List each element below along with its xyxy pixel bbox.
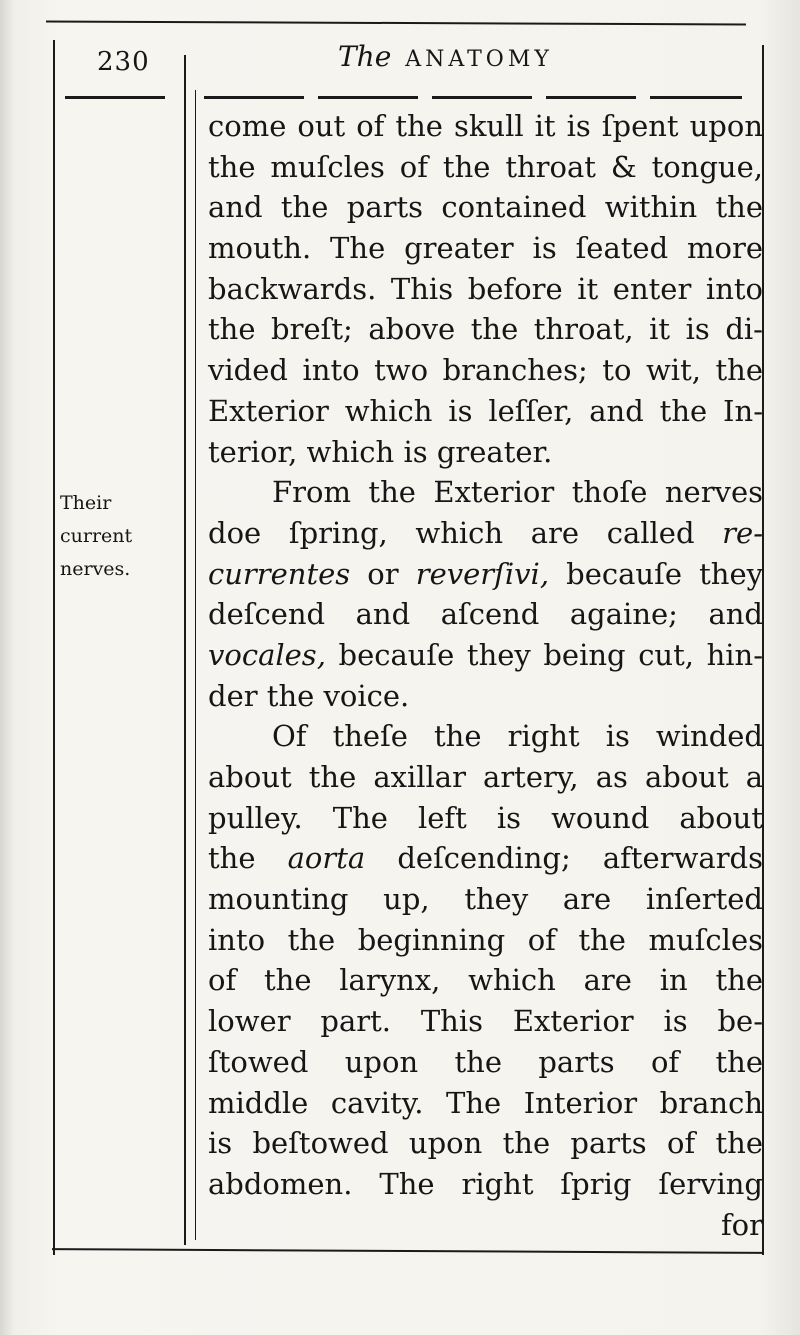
left-border-rule	[53, 40, 55, 1255]
text-line	[208, 554, 763, 595]
text-line	[208, 676, 763, 717]
header-ornament-dash	[546, 96, 636, 99]
text-line	[208, 798, 763, 839]
header-ornament-dash	[204, 96, 304, 99]
text-line	[208, 1001, 763, 1042]
text-line	[208, 838, 763, 879]
text-segment: about the axillar artery, as about a	[208, 760, 763, 794]
italic-term: currentes	[208, 556, 351, 591]
text-segment: der the voice.	[208, 678, 410, 713]
running-title	[338, 40, 553, 73]
running-title-main: ANATOMY	[405, 47, 553, 72]
text-segment: Of theſe the right is winded	[272, 719, 763, 754]
text-segment: terior, which is greater.	[208, 434, 553, 469]
margin-note	[60, 487, 170, 586]
text-line	[208, 757, 763, 798]
body-text	[208, 106, 763, 1245]
text-line	[208, 187, 763, 228]
text-segment: deſcending; afterwards	[365, 841, 763, 876]
margin-note-line: Their	[60, 492, 112, 514]
text-segment: of the larynx, which are in the	[208, 963, 763, 998]
text-segment: abdomen. The right ſprig ſerving	[208, 1166, 763, 1201]
text-left-rule	[195, 90, 196, 1240]
text-line	[208, 879, 763, 920]
header-ornament-dash	[650, 96, 742, 99]
top-border-rule	[46, 20, 746, 25]
text-segment: middle cavity. The Interior branch	[208, 1085, 763, 1120]
page-number: 230	[97, 47, 150, 77]
text-segment: or	[350, 556, 416, 591]
text-segment: the breſt; above the throat, it is di-	[208, 312, 763, 347]
text-line	[208, 960, 763, 1001]
text-line	[208, 350, 763, 391]
italic-term: reverſivi,	[415, 556, 550, 591]
text-line	[208, 1205, 763, 1246]
text-segment: backwards. This before it enter into	[208, 271, 763, 306]
text-segment: becauſe they being cut, hin-	[325, 637, 763, 672]
text-line	[208, 594, 763, 635]
text-line	[208, 228, 763, 269]
text-line	[208, 106, 763, 147]
margin-note-line: nerves.	[60, 558, 131, 580]
text-line	[208, 147, 763, 188]
text-line	[208, 1083, 763, 1124]
margin-note-line: current	[60, 525, 133, 547]
text-line	[208, 472, 763, 513]
text-line	[208, 309, 763, 350]
header-ornament-dash	[432, 96, 532, 99]
text-segment: lower part. This Exterior is be-	[208, 1004, 763, 1039]
text-segment: for	[720, 1207, 763, 1242]
header-ornament-dash	[318, 96, 418, 99]
text-line	[208, 1042, 763, 1083]
text-line	[208, 635, 763, 676]
text-segment: the muſcles of the throat & tongue,	[208, 149, 763, 184]
text-line	[208, 513, 763, 554]
margin-gutter-rule	[184, 55, 186, 1245]
italic-term: re-	[722, 515, 763, 550]
text-line	[208, 716, 763, 757]
running-head	[0, 40, 800, 90]
text-line	[208, 391, 763, 432]
bottom-border-rule	[52, 1248, 764, 1254]
italic-term: vocales,	[208, 637, 326, 672]
running-title-prefix: The	[338, 40, 392, 73]
text-line	[208, 432, 763, 473]
text-segment: pulley. The left is wound about	[208, 800, 763, 835]
text-segment: and the parts contained within the	[208, 190, 763, 225]
text-line	[208, 1164, 763, 1205]
text-segment: becauſe they	[549, 556, 763, 591]
text-segment: is beſtowed upon the parts of the	[208, 1126, 763, 1161]
text-line	[208, 920, 763, 961]
text-segment: into the beginning of the muſcles	[208, 922, 763, 957]
margin-header-rule	[65, 96, 165, 99]
text-segment: the	[208, 841, 288, 876]
text-segment: vided into two branches; to wit, the	[208, 353, 763, 388]
text-segment: mounting up, they are inſerted	[208, 882, 763, 917]
text-segment: come out of the skull it is ſpent upon	[208, 109, 763, 143]
text-line	[208, 269, 763, 310]
text-segment: deſcend and aſcend againe; and	[208, 597, 763, 632]
text-segment: ſtowed upon the parts of the	[208, 1044, 763, 1079]
italic-term: aorta	[287, 841, 366, 876]
text-segment: mouth. The greater is ſeated more	[208, 231, 763, 266]
text-segment: doe ſpring, which are called	[208, 515, 723, 550]
text-segment: Exterior which is leſſer, and the In-	[208, 393, 763, 428]
text-segment: From the Exterior thoſe nerves	[272, 475, 763, 510]
text-line	[208, 1123, 763, 1164]
